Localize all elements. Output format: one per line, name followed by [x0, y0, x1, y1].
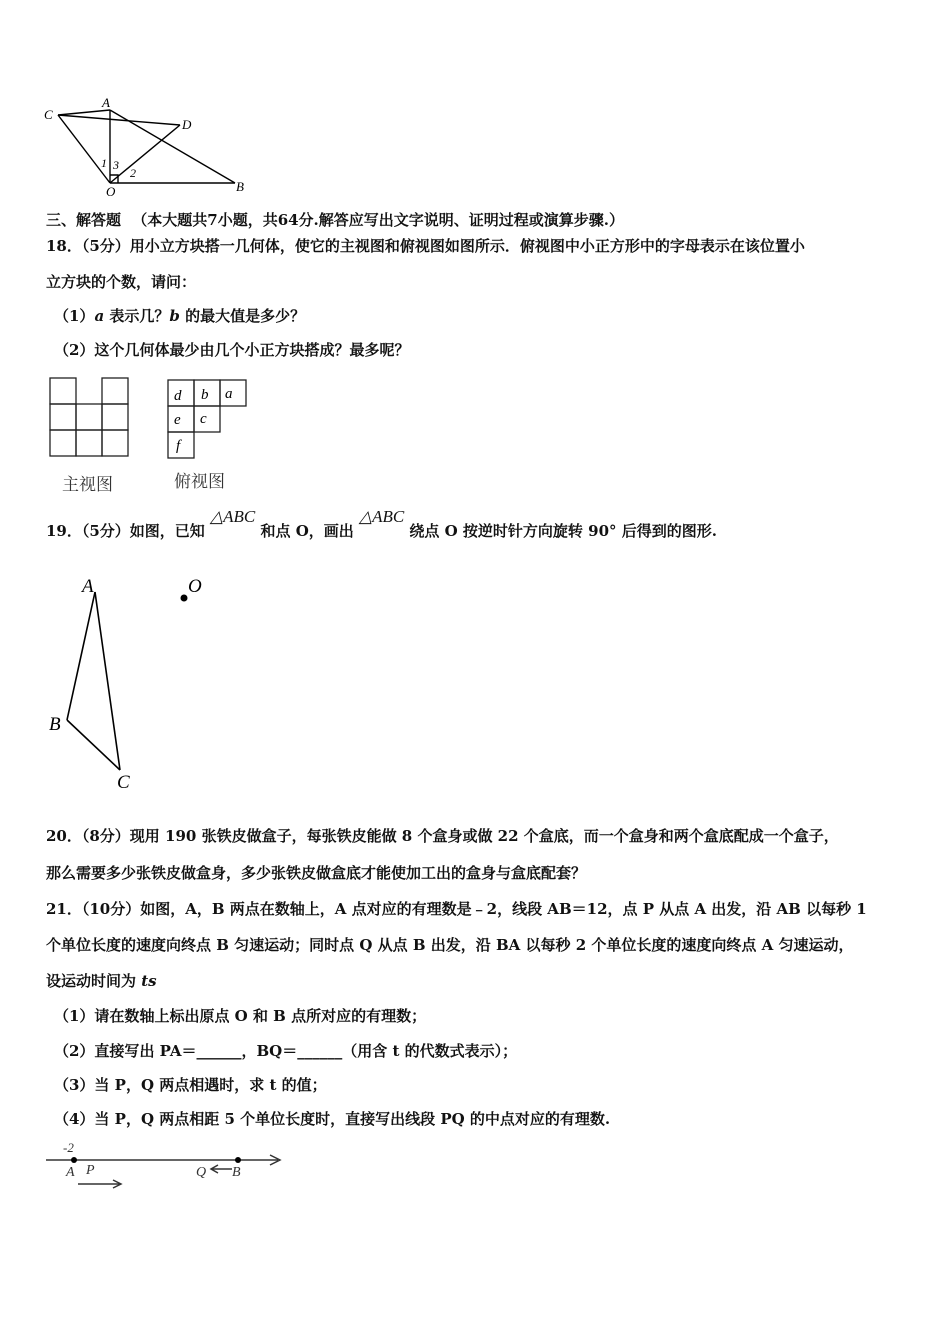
top-view-grid [166, 378, 250, 460]
label-p-axis: P [86, 1163, 95, 1178]
angle-2: 2 [130, 166, 136, 180]
q18-p1-post: 的最大值是多少？ [179, 307, 306, 325]
q21-line-3 [46, 971, 157, 991]
triangle-figure-19 [40, 570, 220, 795]
q21-part-4: （4）当 P，Q 两点相距 5 个单位长度时，直接写出线段 PQ 的中点对应的有理数. [54, 1110, 611, 1128]
segment-ab [110, 110, 235, 183]
angle-1: 1 [101, 156, 107, 170]
q18-part-2: （2）这个几何体最少由几个小正方块搭成？最多呢？ [54, 341, 410, 359]
q21-line-3-pre: 设运动时间为 [46, 972, 142, 990]
triangle-abc-2: △ABC [359, 507, 405, 526]
label-b-19: B [49, 714, 61, 735]
q18-p1-pre: （1） [54, 307, 95, 325]
q21-line-2: 个单位长度的速度向终点 B 匀速运动；同时点 Q 从点 B 出发，沿 BA 以每秒 2 个单位长度的速度向终点 A 匀速运动， [46, 936, 854, 954]
section-heading [46, 210, 624, 230]
q19-mid: 和点 O，画出 [260, 522, 354, 540]
angle-3: 3 [113, 158, 119, 172]
geometry-figure-17 [40, 95, 260, 200]
q18-part-1 [54, 306, 305, 326]
label-c: C [44, 107, 53, 122]
q21-line-1: 21．（10分）如图，A，B 两点在数轴上，A 点对应的有理数是﹣2，线段 AB＝12，点 P 从点 A 出发，沿 AB 以每秒 1 [46, 900, 867, 918]
q19-pre: 19．（5分）如图，已知 [46, 522, 205, 540]
label-a: A [102, 95, 110, 110]
side-ac [95, 592, 120, 770]
top-letter-e: e [174, 412, 181, 428]
label-o-19: O [188, 576, 202, 597]
label-b-axis: B [232, 1165, 241, 1180]
side-ab [67, 592, 95, 720]
top-letter-f: f [176, 438, 181, 454]
q21-part-2: （2）直接写出 PA＝______，BQ＝______（用含 t 的代数式表示）； [54, 1042, 518, 1060]
point-o [181, 595, 188, 602]
point-a [71, 1157, 77, 1163]
point-b [235, 1157, 241, 1163]
label-o: O [106, 184, 116, 199]
top-letter-b: b [201, 387, 209, 403]
q19-line [46, 507, 717, 541]
label-a-axis: A [66, 1165, 75, 1180]
label-c-19: C [117, 772, 130, 793]
segment-co [58, 115, 110, 183]
front-view-caption: 主视图 [62, 475, 113, 495]
q18-p1-mid: 表示几？ [104, 307, 170, 325]
section-note: （本大题共7小题，共64分.解答应写出文字说明、证明过程或演算步骤.） [132, 211, 625, 229]
label-q-axis: Q [196, 1165, 207, 1180]
var-ts: ts [141, 972, 157, 990]
top-letter-d: d [174, 388, 182, 404]
side-bc [67, 720, 120, 770]
segment-cd [58, 115, 180, 125]
top-letter-a: a [225, 386, 233, 402]
label-d: D [182, 117, 192, 132]
q19-post: 绕点 O 按逆时针方向旋转 90° 后得到的图形. [409, 522, 717, 540]
top-view-caption: 俯视图 [174, 472, 225, 492]
q20-line-2: 那么需要多少张铁皮做盒身，多少张铁皮做盒底才能使加工出的盒身与盒底配套？ [46, 864, 587, 882]
label-a-19: A [82, 576, 94, 597]
number-line-figure [40, 1136, 290, 1196]
var-b: b [169, 307, 180, 325]
section-title: 三、解答题 [46, 211, 122, 229]
var-a: a [94, 307, 105, 325]
q18-line-2: 立方块的个数，请问： [46, 273, 197, 291]
q20-line-1: 20．（8分）现用 190 张铁皮做盒子，每张铁皮能做 8 个盒身或做 22 个盒底，而一个盒身和两个盒底配成一个盒子， [46, 827, 839, 845]
front-view-grid [48, 376, 132, 460]
label-b: B [236, 179, 244, 194]
q21-part-3: （3）当 P，Q 两点相遇时，求 t 的值； [54, 1076, 327, 1094]
segment-od [110, 125, 180, 183]
q21-part-1: （1）请在数轴上标出原点 O 和 B 点所对应的有理数； [54, 1007, 427, 1025]
top-letter-c: c [200, 411, 207, 427]
segment-ca [58, 110, 110, 115]
label-minus-2: -2 [63, 1140, 74, 1155]
triangle-abc-1: △ABC [210, 507, 256, 526]
q18-line-1: 18．（5分）用小立方块搭一几何体，使它的主视图和俯视图如图所示．俯视图中小正方形中的字母表示在该位置小 [46, 237, 805, 255]
